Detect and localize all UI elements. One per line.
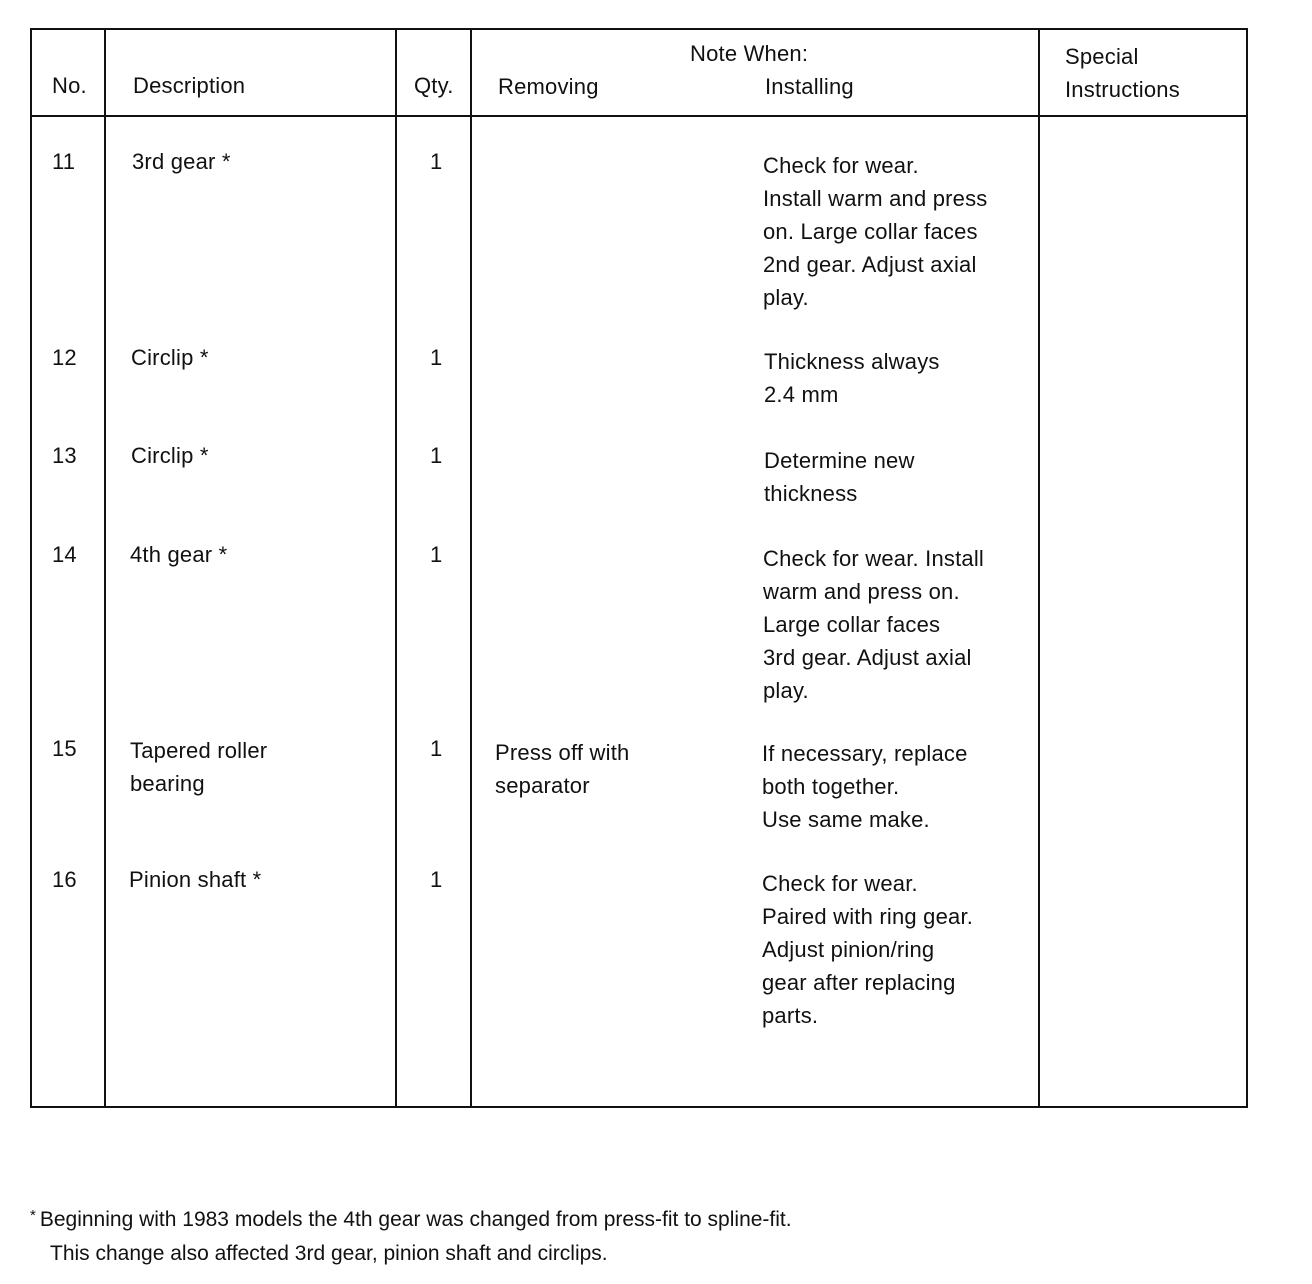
row-installing-note: Check for wear. Paired with ring gear. Adjust pinion/ring gear after replacing parts. (762, 871, 974, 1028)
header-removing: Removing (498, 74, 599, 99)
header-divider (30, 115, 1248, 117)
row-removing-note: Press off with separator (495, 740, 630, 798)
row-qty: 1 (430, 345, 443, 370)
row-installing-note: If necessary, replace both together. Use same make. (762, 741, 968, 832)
row-description: Circlip * (131, 443, 209, 468)
row-no: 11 (52, 149, 76, 174)
footnote-marker: * (30, 1207, 36, 1224)
row-qty: 1 (430, 149, 443, 174)
footnote (30, 1204, 792, 1270)
column-rule-no (104, 28, 106, 1108)
row-description: Tapered roller bearing (130, 738, 268, 796)
header-no: No. (52, 73, 87, 98)
column-rule-description (395, 28, 397, 1108)
row-description: 4th gear * (130, 542, 228, 567)
row-installing-note: Check for wear. Install warm and press on. Large collar faces 3rd gear. Adjust axial play. (763, 546, 985, 703)
row-no: 14 (52, 542, 77, 567)
row-no: 16 (52, 867, 77, 892)
header-qty: Qty. (414, 73, 454, 98)
row-no: 15 (52, 736, 77, 761)
row-qty: 1 (430, 542, 443, 567)
footnote-line-2: This change also affected 3rd gear, pinion shaft and circlips. (50, 1242, 608, 1265)
row-description: 3rd gear * (132, 149, 231, 174)
column-rule-qty (470, 28, 472, 1108)
row-no: 13 (52, 443, 77, 468)
row-no: 12 (52, 345, 77, 370)
footnote-line-1 (30, 1204, 792, 1238)
row-description: Circlip * (131, 345, 209, 370)
row-installing-note: Thickness always 2.4 mm (764, 349, 940, 407)
header-description: Description (133, 73, 246, 98)
column-rule-note (1038, 28, 1040, 1108)
header-installing: Installing (765, 74, 854, 99)
footnote-text-1: Beginning with 1983 models the 4th gear was changed from press-fit to spline-fit. (39, 1208, 792, 1231)
row-qty: 1 (430, 867, 443, 892)
row-qty: 1 (430, 443, 443, 468)
header-special-instructions: Special Instructions (1065, 44, 1180, 102)
header-note-when: Note When: (690, 41, 809, 66)
row-installing-note: Check for wear. Install warm and press on. Large collar faces 2nd gear. Adjust axial play. (763, 153, 988, 310)
row-qty: 1 (430, 736, 443, 761)
row-description: Pinion shaft * (129, 867, 262, 892)
row-installing-note: Determine new thickness (764, 448, 915, 506)
